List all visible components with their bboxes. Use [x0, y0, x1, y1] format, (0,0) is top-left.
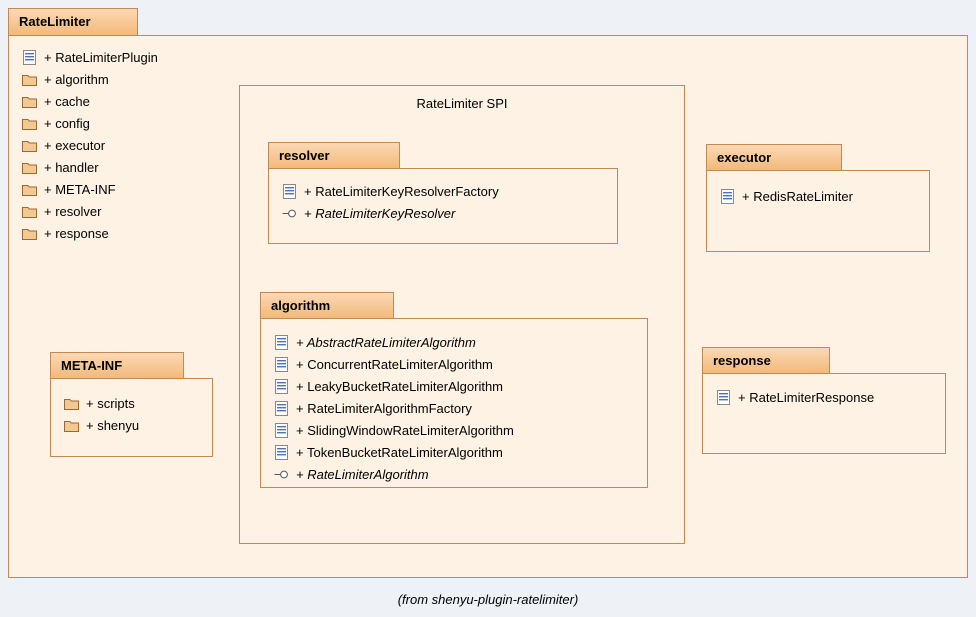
package-response-members [704, 386, 944, 408]
package-ratelimiter-members [10, 46, 240, 244]
member-row[interactable] [10, 222, 240, 244]
folder-icon [22, 138, 37, 153]
package-resolver-title: resolver [268, 142, 400, 169]
member-row[interactable] [10, 46, 240, 68]
member-label: + cache [44, 93, 90, 109]
member-label: + shenyu [86, 417, 140, 433]
member-row[interactable] [708, 185, 928, 207]
package-algorithm-members [262, 331, 642, 485]
folder-icon [64, 418, 79, 433]
class-icon [274, 445, 289, 460]
interface-icon [282, 206, 297, 221]
member-label: + scripts [86, 395, 135, 411]
member-label: + executor [44, 137, 106, 153]
class-icon [274, 401, 289, 416]
member-row[interactable] [262, 441, 642, 463]
member-label: + RateLimiterKeyResolverFactory [304, 183, 499, 199]
class-icon [22, 50, 37, 65]
member-label: + RateLimiterAlgorithmFactory [296, 400, 472, 416]
folder-icon [64, 396, 79, 411]
class-icon [720, 189, 735, 204]
member-row[interactable] [52, 414, 212, 436]
member-row[interactable] [52, 392, 212, 414]
package-response-title: response [702, 347, 830, 374]
package-algorithm-title: algorithm [260, 292, 394, 319]
member-row[interactable] [262, 419, 642, 441]
interface-icon [274, 467, 289, 482]
member-label: + RateLimiterKeyResolver [304, 205, 456, 221]
class-icon [716, 390, 731, 405]
package-executor-title: executor [706, 144, 842, 171]
package-ratelimiter-title: RateLimiter [8, 8, 138, 36]
class-icon [274, 357, 289, 372]
package-resolver-members [270, 180, 610, 224]
member-label: + RateLimiterAlgorithm [296, 466, 429, 482]
member-row[interactable] [10, 134, 240, 156]
member-row[interactable] [10, 68, 240, 90]
member-row[interactable] [262, 353, 642, 375]
diagram-caption: (from shenyu-plugin-ratelimiter) [397, 592, 579, 607]
member-row[interactable] [704, 386, 944, 408]
member-row[interactable] [262, 331, 642, 353]
member-row[interactable] [262, 463, 642, 485]
class-icon [274, 423, 289, 438]
class-icon [282, 184, 297, 199]
member-label: + RedisRateLimiter [742, 188, 853, 204]
member-row[interactable] [270, 180, 610, 202]
member-row[interactable] [262, 397, 642, 419]
member-row[interactable] [10, 200, 240, 222]
member-label: + RateLimiterResponse [738, 389, 875, 405]
package-executor-members [708, 185, 928, 207]
member-row[interactable] [10, 90, 240, 112]
member-label: + AbstractRateLimiterAlgorithm [296, 334, 476, 350]
folder-icon [22, 160, 37, 175]
member-label: + TokenBucketRateLimiterAlgorithm [296, 444, 503, 460]
member-label: + SlidingWindowRateLimiterAlgorithm [296, 422, 514, 438]
package-meta-inf-title: META-INF [50, 352, 184, 379]
package-executor-body [706, 170, 930, 252]
member-label: + algorithm [44, 71, 109, 87]
member-label: + config [44, 115, 90, 131]
package-meta-inf-members [52, 392, 212, 436]
class-icon [274, 335, 289, 350]
member-row[interactable] [270, 202, 610, 224]
member-row[interactable] [10, 112, 240, 134]
member-label: + LeakyBucketRateLimiterAlgorithm [296, 378, 504, 394]
folder-icon [22, 182, 37, 197]
member-label: + ConcurrentRateLimiterAlgorithm [296, 356, 493, 372]
ratelimiter-spi-title: RateLimiter SPI [416, 96, 508, 111]
member-label: + META-INF [44, 181, 116, 197]
member-label: + handler [44, 159, 99, 175]
member-label: + response [44, 225, 109, 241]
member-row[interactable] [262, 375, 642, 397]
folder-icon [22, 94, 37, 109]
folder-icon [22, 204, 37, 219]
member-row[interactable] [10, 156, 240, 178]
member-label: + resolver [44, 203, 102, 219]
class-icon [274, 379, 289, 394]
folder-icon [22, 72, 37, 87]
member-row[interactable] [10, 178, 240, 200]
folder-icon [22, 226, 37, 241]
member-label: + RateLimiterPlugin [44, 49, 158, 65]
folder-icon [22, 116, 37, 131]
